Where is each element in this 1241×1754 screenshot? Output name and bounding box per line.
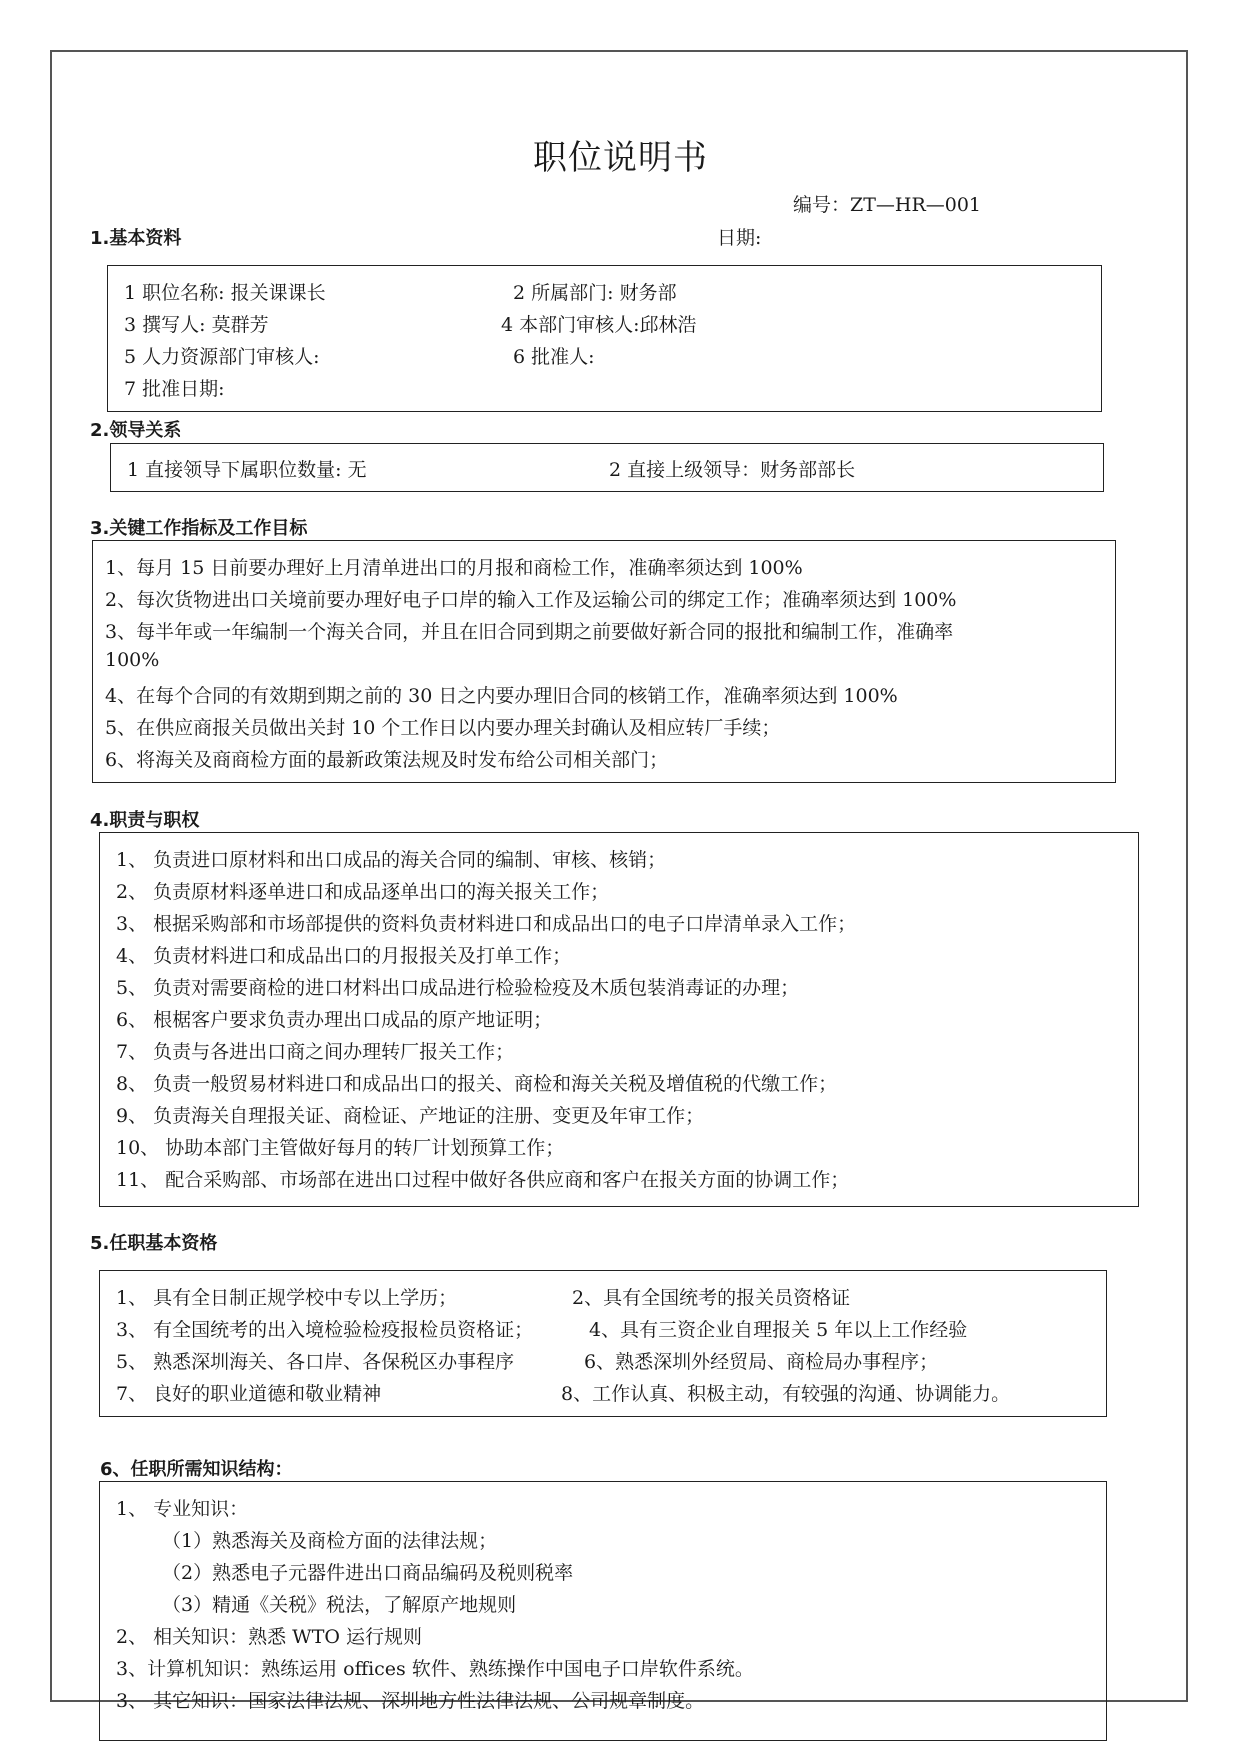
duty-line: 6、 根椐客户要求负责办理出口成品的原产地证明；	[116, 1009, 553, 1031]
kpi-box	[92, 540, 1116, 783]
qualification-left: 7、 良好的职业道德和敬业精神	[116, 1383, 382, 1405]
knowledge-line: 2、 相关知识：熟悉 WTO 运行规则	[116, 1626, 422, 1648]
duty-line: 3、 根据采购部和市场部提供的资料负责材料进口和成品出口的电子口岸清单录入工作；	[116, 913, 857, 935]
approval-date: 7 批准日期:	[124, 378, 225, 400]
direct-superior: 2 直接上级领导：财务部部长	[609, 459, 856, 481]
section-3-heading: 3.关键工作指标及工作目标	[90, 518, 308, 539]
knowledge-subline: （2）熟悉电子元器件进出口商品编码及税则税率	[162, 1562, 574, 1584]
knowledge-line: 3、 其它知识：国家法律法规、深圳地方性法律法规、公司规章制度。	[116, 1690, 705, 1712]
qualification-right: 8、工作认真、积极主动，有较强的沟通、协调能力。	[561, 1383, 1011, 1405]
duty-line: 8、 负责一般贸易材料进口和成品出口的报关、商检和海关关税及增值税的代缴工作；	[116, 1073, 838, 1095]
qualification-right: 2、具有全国统考的报关员资格证	[572, 1287, 851, 1309]
kpi-line: 100%	[105, 649, 160, 671]
section-4-heading: 4.职责与职权	[90, 810, 200, 831]
qualification-right: 4、具有三资企业自理报关 5 年以上工作经验	[589, 1319, 968, 1341]
duty-line: 9、 负责海关自理报关证、商检证、产地证的注册、变更及年审工作；	[116, 1105, 705, 1127]
qualification-left: 3、 有全国统考的出入境检验检疫报检员资格证；	[116, 1319, 534, 1341]
kpi-line: 1、每月 15 日前要办理好上月清单进出口的月报和商检工作，准确率须达到 100%	[105, 557, 803, 579]
section-6-heading: 6、任职所需知识结构：	[100, 1459, 293, 1480]
date-label: 日期:	[717, 227, 762, 249]
duty-line: 1、 负责进口原材料和出口成品的海关合同的编制、审核、核销；	[116, 849, 667, 871]
kpi-line: 6、将海关及商商检方面的最新政策法规及时发布给公司相关部门；	[105, 749, 669, 771]
duty-line: 10、 协助本部门主管做好每月的转厂计划预算工作；	[116, 1137, 565, 1159]
duty-line: 11、 配合采购部、市场部在进出口过程中做好各供应商和客户在报关方面的协调工作；	[116, 1169, 850, 1191]
hr-reviewer: 5 人力资源部门审核人:	[124, 346, 320, 368]
section-1-heading: 1.基本资料	[90, 228, 182, 249]
leadership-box	[110, 443, 1104, 492]
kpi-line: 4、在每个合同的有效期到期之前的 30 日之内要办理旧合同的核销工作，准确率须达到 100%	[105, 685, 898, 707]
document-title: 职位说明书	[533, 138, 708, 178]
duty-line: 5、 负责对需要商检的进口材料出口成品进行检验检疫及木质包装消毒证的办理；	[116, 977, 800, 999]
duty-line: 7、 负责与各进出口商之间办理转厂报关工作；	[116, 1041, 515, 1063]
section-2-heading: 2.领导关系	[90, 420, 182, 441]
writer: 3 撰写人: 莫群芳	[124, 314, 269, 336]
approver: 6 批准人:	[513, 346, 595, 368]
duties-box	[99, 832, 1139, 1207]
qualification-left: 1、 具有全日制正规学校中专以上学历；	[116, 1287, 458, 1309]
knowledge-box	[99, 1481, 1107, 1741]
document-number: 编号：ZT—HR—001	[793, 194, 982, 216]
knowledge-subline: （1）熟悉海关及商检方面的法律法规；	[162, 1530, 498, 1552]
dept-reviewer: 4 本部门审核人:邱林浩	[501, 314, 697, 336]
knowledge-line: 3、计算机知识：熟练运用 offices 软件、熟练操作中国电子口岸软件系统。	[116, 1658, 754, 1680]
duty-line: 4、 负责材料进口和成品出口的月报报关及打单工作；	[116, 945, 572, 967]
duty-line: 2、 负责原材料逐单进口和成品逐单出口的海关报关工作；	[116, 881, 610, 903]
knowledge-subline: （3）精通《关税》税法，了解原产地规则	[162, 1594, 517, 1616]
kpi-line: 5、在供应商报关员做出关封 10 个工作日以内要办理关封确认及相应转厂手续；	[105, 717, 781, 739]
qualification-right: 6、熟悉深圳外经贸局、商检局办事程序；	[584, 1351, 939, 1373]
position-name: 1 职位名称: 报关课课长	[124, 282, 326, 304]
kpi-line: 3、每半年或一年编制一个海关合同，并且在旧合同到期之前要做好新合同的报批和编制工作，准确率	[105, 621, 954, 643]
kpi-line: 2、每次货物进出口关境前要办理好电子口岸的输入工作及运输公司的绑定工作；准确率须达到 100%	[105, 589, 957, 611]
department: 2 所属部门: 财务部	[513, 282, 677, 304]
qualifications-box	[99, 1270, 1107, 1417]
basic-info-box	[107, 265, 1102, 412]
qualification-left: 5、 熟悉深圳海关、各口岸、各保税区办事程序	[116, 1351, 515, 1373]
section-5-heading: 5.任职基本资格	[90, 1233, 218, 1254]
subordinates-count: 1 直接领导下属职位数量: 无	[127, 459, 367, 481]
knowledge-line: 1、 专业知识：	[116, 1498, 249, 1520]
